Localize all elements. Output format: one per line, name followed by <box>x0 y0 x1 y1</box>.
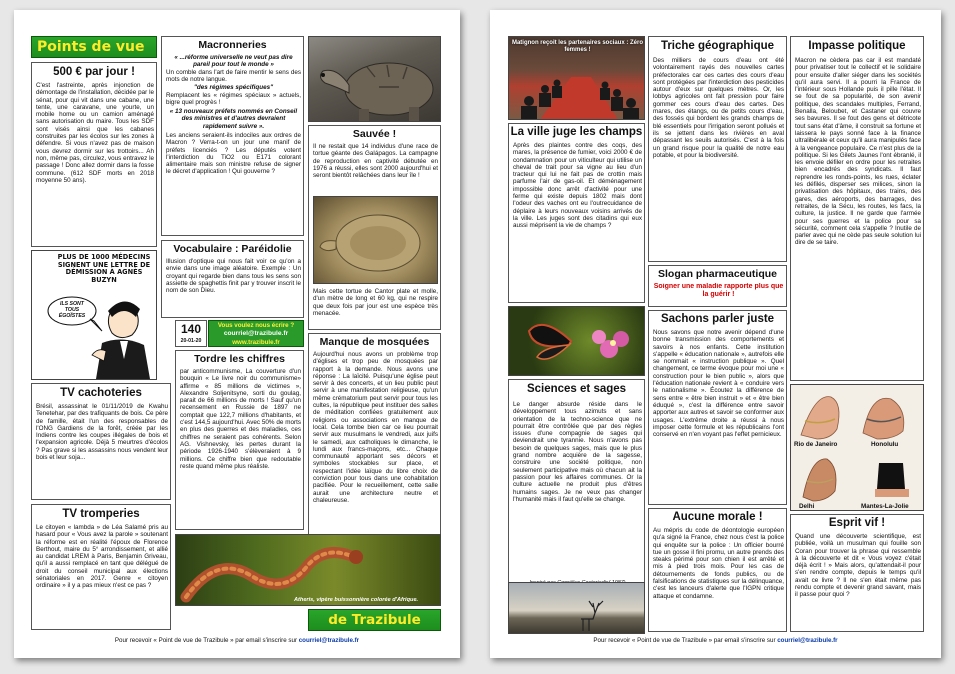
article-body: C'est l'astreinte, après injonction de démontage de l'installation, décidée par le sénat, pour qui vit dans une cabane, une tente, une caravane, une yourte, un mobile home ou un camion aménagé sans autorisation du maire. Tous les SDF sont visés ainsi que les cabanes construites par les écolos sur les zones à défendre. Si vous n'avez pas de maison vous devrez dormir sur les trottoirs... Ah non, même pas, circulez, vous entravez le passage ! Donc allez dormir dans la fosse commune. (612 SDF morts en 2018 moyenne 50 ans). <box>36 82 154 184</box>
subscribe-email[interactable]: courriel@trazibule.fr <box>223 330 289 337</box>
article-title: Vocabulaire : Paréidolie <box>173 243 292 255</box>
subscribe-line: Vous voulez nous écrire ? <box>217 322 295 329</box>
feet-label-2: Honolulu <box>871 441 899 448</box>
issue-badge <box>175 320 207 347</box>
page-left <box>14 10 460 658</box>
article-body: Illusion d'optique qui nous fait voir ce qu'on a envie dans une image aléatoire. Exemple : Un croyant qui regarde bien dans tous les sens son assiette de spaghettis finit par y trouver inscrit le nom de son Dieu. <box>166 258 301 295</box>
article-tv-cachoteries <box>31 383 171 500</box>
article-title: Tordre les chiffres <box>194 353 285 365</box>
footer-email[interactable]: courriel@trazibule.fr <box>298 637 360 644</box>
article-body: Des milliers de cours d'eau ont été volontairement rayés des nouvelles cartes préfectorales car ces cartes des cours d'eau sont protégées par l'interdiction des pesticides autour d'eux sur quelques mètres. Or, les lobbys agricoles ont fait pression pour faire gommer ces cours d'eau des cartes. Des mares, des étangs, ou de petits cours d'eau, des fossés qui bordent les grands champs de blé essentiels pour l'irrigation seront pollués et ils se jettent dans les rivières en aval dépassant les seuils autorisés. C'est à la fois un grand risque pour la qualité de notre eau potable, et pour la biodiversité. <box>653 57 784 159</box>
article-body: Macron ne cèdera pas car il est mandaté pour privatiser tout le collectif et le solidaire pour ensuite d'aller siéger dans les sociétés qu'il aura servi. Il a pourri la France de l'intérieur sous Hollande puis il pille l'état. Il se fout de sa popularité, de son avenir politique, des scandales multiples, Ferrand, Benalla, Beloubet, et Castaner qui couvre ses bavures. Il se fout des gens et détricote tout sans état d'âme, il construit sa fortune et laissera le pays sonné face à la finance ultralibérale et ceux qu'il aura manipulés face à la vengeance populaire. Ce n'est plus de la politique. Si les Gilets Jaunes l'ont ébranlé, il les envoie défiler en ordre pour les retraites bien encadrés des syndicats. Il faut reprendre les ronds-points, les rues, éclater les défilés, disperser ses milices, sinon la privatisation des hôpitaux, des trains, des gares, des aéroports, des barrages, des retraites, de la Sécu, les routes, les facs, la culture, la justice. Il ne garde que l'armée pour ses guerres et la police pour sa sécurité, comment cela s'appelle ? Inutile de parler avec qui ne cède pas seule solution lui dire de se taire. <box>795 57 921 247</box>
subscribe-box <box>208 320 304 347</box>
article-tordre-chiffres <box>175 350 304 530</box>
masthead-bottom-title: de Trazibule <box>328 612 421 628</box>
article-title: Triche géographique <box>660 40 775 52</box>
subscribe-site[interactable]: www.trazibule.fr <box>232 339 280 346</box>
footer-text: Pour recevoir « Point de vue de Trazibule » par email s'inscrire sur <box>114 637 299 644</box>
snake-drawing <box>176 535 441 606</box>
article-title: TV tromperies <box>62 508 140 520</box>
article-body-2: Mais cette tortue de Cantor plate et molle, d'un mètre de long et 60 kg, qui ne respire que deux fois par jour est une espèce très menacée. <box>313 288 438 317</box>
snake-caption: Atheris, vipère buissonnière colorée d'Afrique. <box>294 597 419 603</box>
article-title: Sauvée ! <box>352 128 397 140</box>
cartoon-caption: PLUS DE 1000 MÉDECINS SIGNENT UNE LETTRE DE DÉMISSION À AGNÈS BUZYN <box>57 253 151 284</box>
cartoon-bubble: ILS SONT TOUS ÉGOÏSTES <box>58 301 86 319</box>
footer-email[interactable]: courriel@trazibule.fr <box>777 637 838 644</box>
article-title: TV cachoteries <box>60 387 142 399</box>
cartoon-drawing <box>32 251 157 380</box>
snake-photo <box>175 534 441 606</box>
deer-drawing <box>509 583 645 634</box>
issue-date: 20-01-20 <box>180 338 202 344</box>
article-sachons <box>648 310 787 505</box>
article-body: Le danger absurde réside dans le développement tous azimuts et sans orientation de la techno-science que ne pourrait être contrôlée que par des règles issues d'une compagnie de sages qui deviendrait une tyrannie. Nous n'avons pas besoin de quelques sages, mais que le plus grand nombre acquière de la sagesse, construire une société politique, non seulement participative mais où chacun ait la passion pour les affaires communes. Or la culture actuelle ne produit plus d'êtres humains sages. Je ne veux pas changer l'humanité mais il faut qu'elle se change. <box>513 401 642 503</box>
article-body: Quand une découverte scientifique, est publiée, voilà un musulman qui fouille son Coran pour trouver la phrase qui ressemble à la découverte et dit « Vous voyez c'était déjà écrit ! » Mais alors, qu'attendait-il pour s'en rendre compte, depuis le temps qu'il avait ce livre ? Il ne s'en était même pas rendu compte et devenir grand savant, mais il passe pour quoi ? <box>795 533 921 599</box>
article-ville-juge <box>508 123 645 303</box>
article-body: par anticommunisme, La couverture d'un bouquin « Le livre noir du communisme» affirme « 85 millions de victimes », Alexandre Soljenitsyne, sorti du goulag, parait de 66 millions de morts ! Sauf qu'un recensement en Russie de 1897 ne comptait que 122,7 millions d'habitants, et c'est 144,5 aujourd'hui. Avec 50% de morts en plus des guerres et des maladies, ces chiffres ne seraient pas cohérents. Selon AG. Vishnevsky, les pertes durant la période 1926-1940 s'élèveraient à 9 millions. Ce chiffre bien que redoutable reste quand même plus réaliste. <box>180 368 301 470</box>
quote-1: « ...réforme universelle ne veut pas dire pareil pour tout le monde » <box>174 54 293 69</box>
landscape-photo <box>508 582 645 634</box>
article-title: Manque de mosquées <box>319 336 430 348</box>
feet-drawing <box>791 385 924 511</box>
article-tv-tromperies <box>31 504 171 630</box>
article-title: Sciences et sages <box>526 383 627 395</box>
feet-photo <box>790 384 924 511</box>
article-vocabulaire <box>161 240 304 318</box>
article-sciences <box>508 379 645 589</box>
feet-label-3: Delhi <box>799 503 815 510</box>
article-esprit-vif <box>790 514 924 632</box>
article-body: Au mépris du code de déontologie européen qu'a signé la France, chez nous c'est la police qui enquête sur la police : Un officier bourré tue un gosse il fini promu, un autre prends des steaks périmé pour son chien il est arrêté et mis à pied trois mois. Pour les cas de détournements de fonds publics, ou de falsifications de statistiques sur la délinquance, c'est les lanceurs d'alerte que l'IGPN critique attaque et condamne. <box>653 527 784 600</box>
article-body: Après des plaintes contre des coqs, des mares, la présence de fumier, voici 2000 € de condamnation pour un viticulteur qui utilise un cheval de trait pour sa vigne au lieu d'un tracteur qui lui ne fait pas de crottin mais parfume l'air de gas-oil. Et déménagement impossible donc arrêt d'activité pour une ferme qui existe depuis 1802 mais dont l'odeur des vaches ont eu l'outrecuidance de déplaire à leurs nouveaux voisins arrivés de la ville. Les juges sont des citadins qui eux aussi méprisent la vie de champs ? <box>513 142 642 230</box>
tortoise-photo <box>308 36 441 122</box>
page-right <box>490 10 941 658</box>
article-title: Slogan pharmaceutique <box>657 268 778 280</box>
quote-2: "des régimes spécifiques" <box>193 84 274 91</box>
footer <box>490 637 941 644</box>
masthead-title: Points de vue <box>37 39 145 55</box>
article-body-1: Il ne restait que 14 individus d'une race de tortue géante des Galápagos. La campagne de reproduction en captivité débutée en 1976 a réussi, elles sont 2000 aujourd'hui et seront bientôt relâchées dans leur île ! <box>313 143 438 180</box>
photo-caption: Matignon reçoit les partenaires sociaux : Zéro femmes ! <box>511 40 644 53</box>
quote-3: « 13 nouveaux préfets nommés en Conseil des ministres et d'autres devraient rapidement suivre ». <box>169 108 298 130</box>
article-title: 500 € par jour ! <box>53 66 135 78</box>
body-3: Les anciens seraient-ils indociles aux ordres de Macron ? Verra-t-on un jour une manif de préfets licenciés ? Les députés votent l'interdiction du TiO2 ou E171 colorant alimentaire mais son ministre refuse de signer le décret d'application ! Qui gouverne ? <box>166 132 301 176</box>
masthead-bottom <box>308 609 441 631</box>
tortoise-drawing <box>309 37 441 122</box>
article-slogan <box>648 265 787 307</box>
article-title: Esprit vif ! <box>828 517 886 529</box>
body-2: Remplacent les « régimes spéciaux » actuels, bigre quel progrès ! <box>166 92 301 107</box>
article-500-euros <box>31 62 157 247</box>
article-title: Impasse politique <box>808 40 906 52</box>
article-body: Brésil, assassinat le 01/11/2019 de Kwahu Tenetehar, par des trafiquants de bois. Ce père de famille, était l'un des responsables de l'ONG Gardiens de la forêt, créée par les Indiens contre les coupes illégales de bois et l'expansion agricole. Déjà 5 meurtres d'écolos ? Pas grave si les assassins nous vendent leur bois et leur soja... <box>36 403 168 462</box>
article-title: Macronneries <box>198 39 267 51</box>
meeting-drawing <box>509 37 645 120</box>
butterfly-photo <box>508 306 645 376</box>
matignon-photo <box>508 36 645 120</box>
article-sauvee <box>308 125 441 330</box>
feet-label-4: Mantes-La-Jolie <box>861 503 909 510</box>
article-triche <box>648 36 787 262</box>
article-body: Nous savons que notre avenir dépend d'une bonne transmission des comportements et savoirs à nos enfants. Cette institution s'appelle « éducation nationale », autrefois elle se nommait « instruction publique ». Quel changement, ce terme évoque pour moi une « construction pour le bien public », alors que l'éducation nationale revient à « conduire vers le nationalisme ». Écoutez la différence de sens entre « être bien instruit » et « être bien éduqué », c'est la différence entre savoir apporter aux autres et savoir se conformer aux usages. L'extrême droite a réussi à nous imposer cette formule et les républicains l'ont conservé en n'en voyant pas l'effet pernicieux. <box>653 329 784 439</box>
article-aucune-morale <box>648 508 787 632</box>
issue-number: 140 <box>180 322 202 336</box>
footer <box>14 637 460 644</box>
article-impasse <box>790 36 924 381</box>
article-body: Le citoyen « lambda » de Léa Salamé pris au hasard pour « Vous avez la parole » soutenant la réforme est en réalité l'époux de Florence Berthout, maire du 5° arrondissement, et allié au candidat LREM à Paris, Benjamin Griveau, qu'il a aussi remplacé en tant que délégué de droit du conseil municipal aux élections sénatoriales en 2017. Genre « citoyen ordinaire » il y a pas mieux n'est ce pas ? <box>36 524 168 590</box>
article-body: Aujourd'hui nous avons un problème trop d'églises et trop peu de mosquées par rapport à la demande. Nous avons une réponse : La laïcité. Puisqu'une église peut servir à des concerts, et un lieu public peut servir à une manifestation religieuse, qu'un même crématorium peut servir pour tous les cultes, la république peut instituer des salles de méditation confiées gratuitement aux religions ou associations en manque de local. Cela tombe bien car ce lieu pourrait servir aux musulmans le vendredi, aux juifs le samedi, aux catholiques le dimanche, le lundi aux francs-maçons, etc... Chaque communauté apportant ses décors et symboles stockables sur place, et respectant l'idée laïque du libre choix de conviction pour tous dans une cohabitation pacifiée. Pour le recueillement, cette salle aurait une architecture neutre et chaleureuse. <box>313 351 438 504</box>
masthead <box>31 36 157 58</box>
article-title: Aucune morale ! <box>672 511 763 523</box>
butterfly-drawing <box>509 307 645 376</box>
feet-label-1: Rio de Janeiro <box>794 441 838 448</box>
cartoon-buzyn <box>31 250 157 380</box>
footer-text: Pour recevoir « Point de vue de Trazibule » par email s'inscrire sur <box>593 637 778 644</box>
body-1: Un comble dans l'art de faire mentir le sens des mots de notre langue. <box>166 69 301 84</box>
article-macronneries <box>161 36 304 236</box>
article-title: La ville juge les champs <box>510 126 643 138</box>
article-title: Sachons parler juste <box>660 313 775 325</box>
article-body: Soigner une maladie rapporte plus que la guérir ! <box>653 283 784 299</box>
turtle-drawing <box>314 197 438 284</box>
soft-shell-turtle-photo <box>313 196 438 284</box>
